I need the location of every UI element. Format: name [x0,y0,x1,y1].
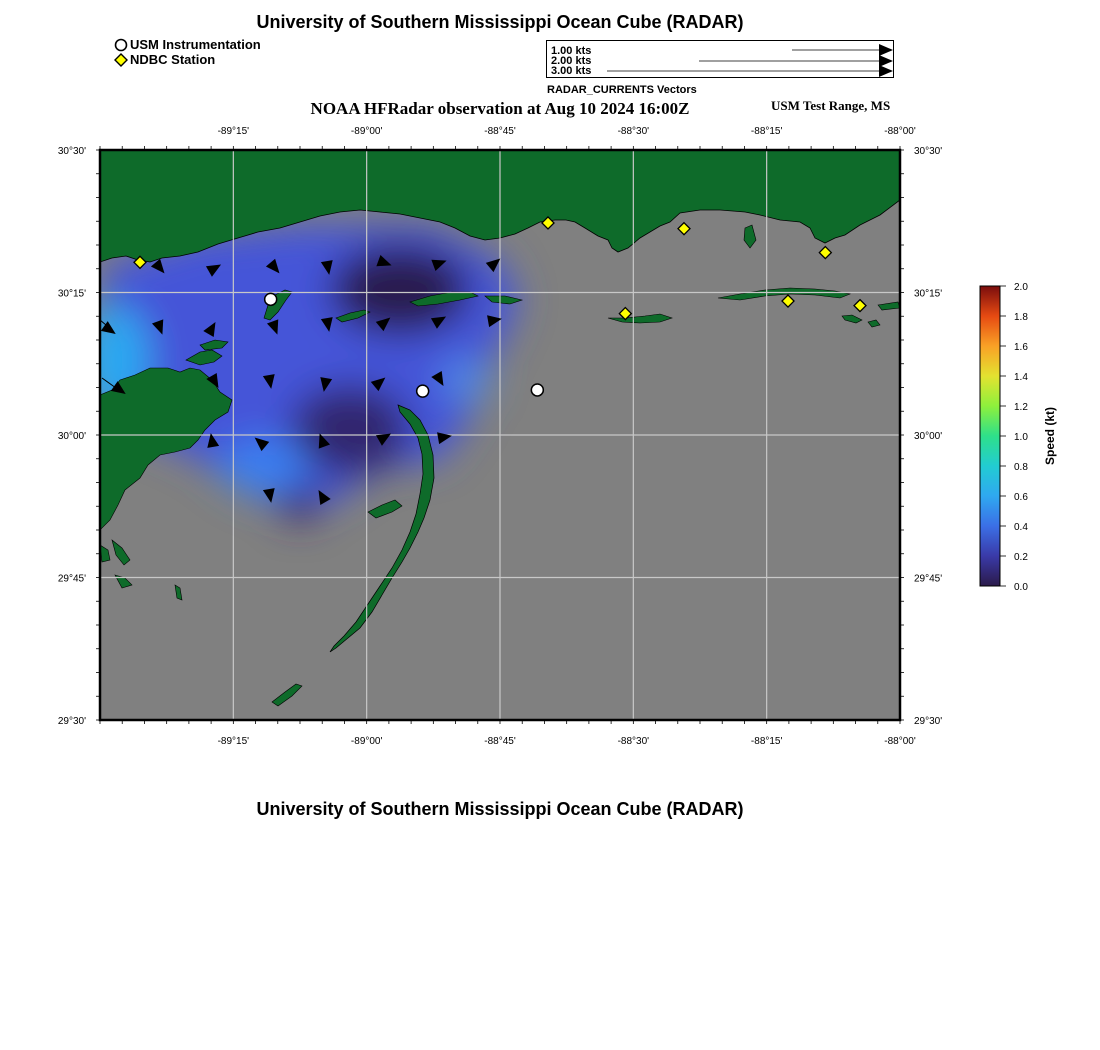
usm-instrument-marker [265,293,277,305]
observation-subtitle: NOAA HFRadar observation at Aug 10 2024 16:00Z [310,99,690,118]
colorbar-tick-label: 2.0 [1014,282,1028,293]
lat-labels-right [914,146,942,727]
colorbar-tick-label: 0.4 [1014,522,1028,533]
map-title: University of Southern Mississippi Ocean Cube (RADAR) [256,12,744,32]
lon-tick-label: -89°00' [350,126,383,137]
colorbar-tick-label: 1.8 [1014,312,1028,323]
lat-tick-label: 30°30' [914,146,943,157]
colorbar-tick-label: 1.0 [1014,432,1028,443]
lat-tick-label: 29°45' [914,573,943,585]
colorbar-tick-label: 1.2 [1014,402,1028,413]
lat-tick-label: 30°15' [914,288,943,300]
colorbar-tick-label: 0.2 [1014,552,1028,563]
colorbar-tick-label: 0.8 [1014,462,1028,473]
vector-key-label-1: 1.00 kts [551,45,592,57]
region-label: USM Test Range, MS [771,98,891,113]
usm-instrument-marker [531,384,543,396]
lat-tick-label: 30°00' [914,431,943,442]
lon-tick-label: -88°45' [484,736,516,747]
lat-tick-label: 30°00' [57,431,86,442]
colorbar-label: Speed (kt) [1043,406,1057,466]
lon-tick-label: -88°00' [884,736,916,747]
vector-key-label-3: 3.00 kts [551,65,592,77]
lat-tick-label: 29°30' [914,716,943,727]
colorbar [980,286,1000,586]
legend-ndbc-label: NDBC Station [130,52,216,67]
lon-tick-label: -88°45' [484,126,516,137]
lon-labels-bottom [218,736,916,747]
lat-tick-label: 30°30' [57,146,86,157]
colorbar-tick-label: 1.4 [1014,372,1028,383]
colorbar-ticks [1000,282,1028,593]
bottom-title: University of Southern Mississippi Ocean Cube (RADAR) [256,799,744,819]
vector-key-label-2: 2.00 kts [551,55,592,67]
lon-tick-label: -88°15' [750,126,783,137]
usm-instrument-marker [417,385,429,397]
colorbar-tick-label: 1.6 [1014,342,1028,353]
lon-tick-label: -88°15' [750,736,783,747]
lon-labels-top [218,126,916,137]
lat-tick-label: 30°15' [57,288,86,300]
lon-tick-label: -88°00' [884,126,916,137]
colorbar-tick-label: 0.6 [1014,492,1028,503]
lon-tick-label: -89°15' [217,736,250,747]
lat-tick-label: 29°30' [57,716,86,727]
lon-tick-label: -89°00' [350,736,383,747]
lat-labels-left [58,146,86,727]
lat-tick-label: 29°45' [57,573,86,585]
vector-caption: RADAR_CURRENTS Vectors [547,84,697,96]
lon-tick-label: -88°30' [617,126,650,137]
colorbar-tick-label: 0.0 [1014,582,1028,593]
lon-tick-label: -88°30' [617,736,650,747]
legend-usm-label: USM Instrumentation [130,37,261,52]
lon-tick-label: -89°15' [217,126,250,137]
